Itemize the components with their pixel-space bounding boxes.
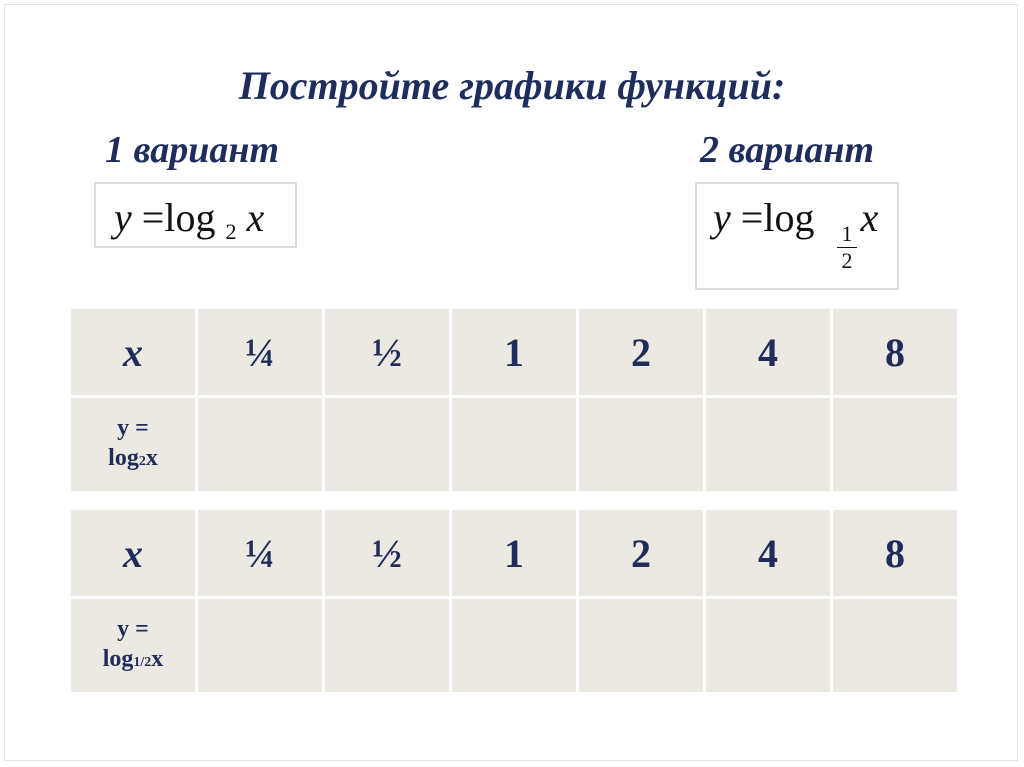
table-cell-x: 4 <box>706 510 830 596</box>
table-cell-y[interactable] <box>452 398 576 491</box>
y-label-base: 2 <box>138 453 146 469</box>
table-header-x: x <box>71 510 195 596</box>
table-header-x: x <box>71 309 195 395</box>
formula-eq: = <box>141 195 165 240</box>
variant-1-label: 1 вариант <box>105 129 280 171</box>
table-cell-x: 8 <box>833 309 957 395</box>
formula-x: x <box>860 195 879 240</box>
y-label-log: log <box>102 645 134 672</box>
formula-box-variant-2 <box>695 182 899 290</box>
table-cell-y[interactable] <box>325 599 449 692</box>
table-row-x <box>71 309 957 395</box>
table-header-y <box>71 599 195 692</box>
table-row-y <box>71 599 957 692</box>
table-cell-x: ¼ <box>198 309 322 395</box>
table-cell-x: 4 <box>706 309 830 395</box>
value-table-1 <box>68 306 960 494</box>
table-header-y <box>71 398 195 491</box>
table-cell-y[interactable] <box>579 398 703 491</box>
table-cell-x: 2 <box>579 510 703 596</box>
table-cell-y[interactable] <box>198 599 322 692</box>
formula-box-variant-1 <box>94 182 297 248</box>
table-cell-y[interactable] <box>706 599 830 692</box>
formula-y: y <box>114 195 132 240</box>
table-cell-y[interactable] <box>833 398 957 491</box>
formula-y: y <box>713 195 731 240</box>
formula-base: 2 <box>225 219 237 244</box>
y-label-log: log <box>108 444 139 471</box>
y-label-line1: y = <box>117 414 149 441</box>
formula-base-fraction <box>837 222 857 273</box>
y-label-x: x <box>151 645 164 672</box>
table-cell-y[interactable] <box>452 599 576 692</box>
formula-variant-1 <box>114 194 265 244</box>
y-label-base: 1/2 <box>133 654 152 670</box>
formula-x: x <box>246 195 265 240</box>
table-cell-y[interactable] <box>706 398 830 491</box>
formula-eq: = <box>740 195 764 240</box>
variant-2-label: 2 вариант <box>700 129 875 171</box>
value-table-2 <box>68 507 960 695</box>
table-cell-x: 1 <box>452 309 576 395</box>
table-cell-x: 1 <box>452 510 576 596</box>
table-cell-y[interactable] <box>198 398 322 491</box>
table-cell-x: 8 <box>833 510 957 596</box>
y-label-line1: y = <box>117 615 149 642</box>
table-cell-x: ½ <box>325 510 449 596</box>
page-title: Постройте графики функций: <box>238 63 786 108</box>
formula-log: log <box>763 195 815 240</box>
table-cell-y[interactable] <box>579 599 703 692</box>
table-row-x <box>71 510 957 596</box>
table-row-y <box>71 398 957 491</box>
table-cell-x: ½ <box>325 309 449 395</box>
fraction-numerator: 1 <box>841 221 853 246</box>
table-cell-y[interactable] <box>833 599 957 692</box>
formula-log: log <box>164 195 216 240</box>
y-label-x: x <box>145 444 158 471</box>
table-cell-y[interactable] <box>325 398 449 491</box>
table-cell-x: 2 <box>579 309 703 395</box>
fraction-denominator: 2 <box>841 248 853 273</box>
table-cell-x: ¼ <box>198 510 322 596</box>
